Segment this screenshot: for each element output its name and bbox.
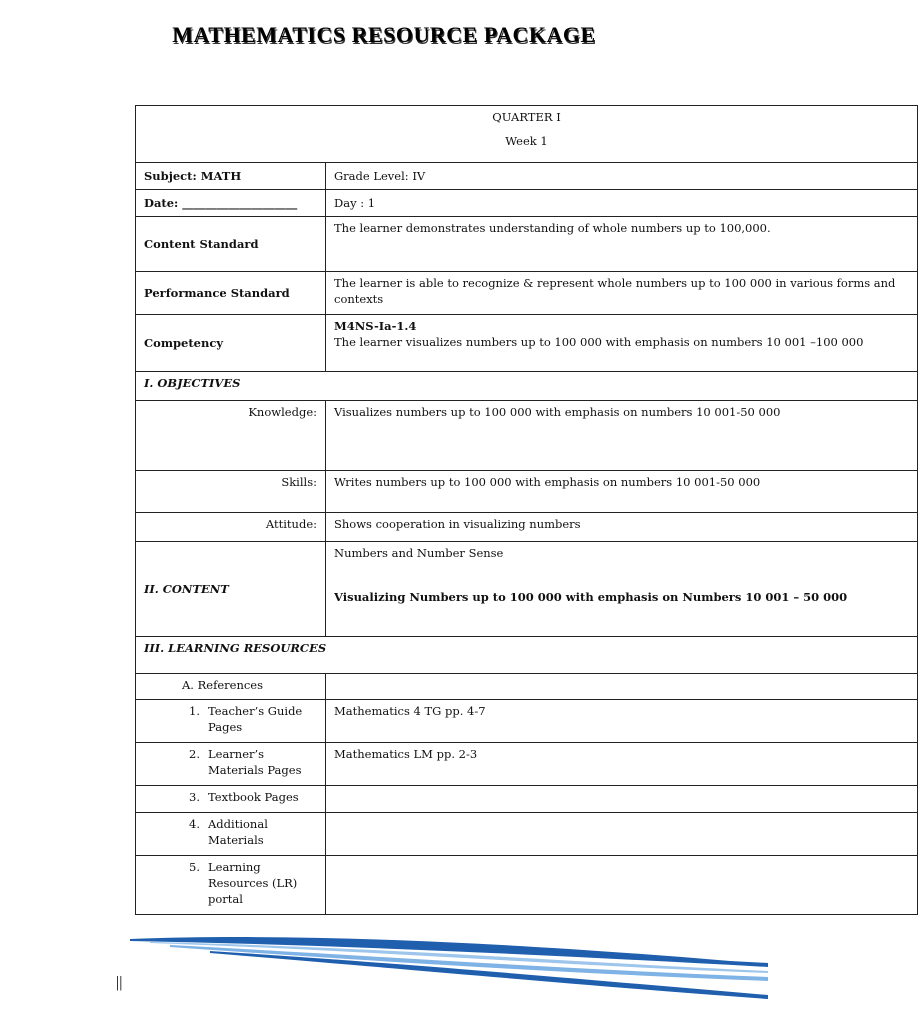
skills-text: Writes numbers up to 100 000 with emphasis on numbers 10 001-50 000: [326, 471, 918, 513]
reference-label-cell: [136, 813, 326, 856]
objectives-heading: I. OBJECTIVES: [136, 372, 918, 401]
knowledge-text: Visualizes numbers up to 100 000 with emphasis on numbers 10 001-50 000: [326, 401, 918, 471]
objectives-heading-row: [136, 372, 918, 401]
reference-number: 5.: [189, 860, 200, 874]
content-standard-label: Content Standard: [136, 217, 326, 272]
content-heading: II. CONTENT: [136, 542, 326, 637]
reference-number: 2.: [189, 747, 200, 761]
reference-number: 4.: [189, 817, 200, 831]
reference-label: Learning Resources (LR) portal: [208, 860, 298, 906]
reference-row-3: [136, 786, 918, 813]
grade-level-cell: Grade Level: IV: [326, 163, 918, 190]
competency-row: [136, 315, 918, 372]
content-cell: [326, 542, 918, 637]
reference-label-cell: [136, 856, 326, 915]
reference-row-4: [136, 813, 918, 856]
reference-label: Teacher’s Guide Pages: [208, 704, 303, 734]
reference-row-1: [136, 700, 918, 743]
reference-value: [326, 856, 918, 915]
content-standard-text: The learner demonstrates understanding of whole numbers up to 100,000.: [326, 217, 918, 272]
skills-row: [136, 471, 918, 513]
competency-cell: [326, 315, 918, 372]
attitude-label: Attitude:: [136, 513, 326, 542]
references-value: [326, 674, 918, 700]
attitude-text: Shows cooperation in visualizing numbers: [326, 513, 918, 542]
reference-label-cell: [136, 786, 326, 813]
quarter-label: QUARTER I: [492, 110, 561, 124]
quarter-week-cell: [136, 106, 918, 163]
reference-value: Mathematics 4 TG pp. 4-7: [326, 700, 918, 743]
reference-row-2: [136, 743, 918, 786]
references-label-cell: [136, 674, 326, 700]
reference-label: Learner’s Materials Pages: [208, 747, 302, 777]
reference-label-cell: [136, 743, 326, 786]
references-row: [136, 674, 918, 700]
reference-value: [326, 813, 918, 856]
competency-text: The learner visualizes numbers up to 100 000 with emphasis on numbers 10 001 –100 000: [334, 335, 864, 349]
footer-swoosh-graphic: [130, 925, 768, 1005]
knowledge-row: [136, 401, 918, 471]
references-label: A. References: [182, 678, 263, 692]
performance-standard-row: [136, 272, 918, 315]
reference-number: 3.: [189, 790, 200, 804]
content-row: [136, 542, 918, 637]
subject-cell: Subject: MATH: [136, 163, 326, 190]
reference-label-cell: [136, 700, 326, 743]
lesson-plan-table: [135, 105, 918, 915]
attitude-row: [136, 513, 918, 542]
knowledge-label: Knowledge:: [136, 401, 326, 471]
reference-value: [326, 786, 918, 813]
header-row: [136, 106, 918, 163]
content-standard-row: [136, 217, 918, 272]
footer-page-mark: ||: [116, 974, 123, 991]
skills-label: Skills:: [136, 471, 326, 513]
competency-code: M4NS-Ia-1.4: [334, 319, 417, 333]
learning-resources-heading-row: [136, 637, 918, 674]
performance-standard-text: The learner is able to recognize & represent whole numbers up to 100 000 in various forms and contexts: [326, 272, 918, 315]
reference-row-5: [136, 856, 918, 915]
date-cell: Date: ____________________: [136, 190, 326, 217]
page-title: MATHEMATICS RESOURCE PACKAGE: [172, 22, 596, 47]
week-label: Week 1: [505, 134, 548, 148]
performance-standard-label: Performance Standard: [136, 272, 326, 315]
reference-value: Mathematics LM pp. 2-3: [326, 743, 918, 786]
learning-resources-heading: III. LEARNING RESOURCES: [136, 637, 918, 674]
subject-row: [136, 163, 918, 190]
reference-number: 1.: [189, 704, 200, 718]
reference-label: Additional Materials: [208, 817, 268, 847]
reference-label: Textbook Pages: [208, 790, 299, 804]
content-lesson: Visualizing Numbers up to 100 000 with emphasis on Numbers 10 001 – 50 000: [334, 590, 848, 604]
content-topic: Numbers and Number Sense: [334, 546, 504, 560]
competency-label: Competency: [136, 315, 326, 372]
date-row: [136, 190, 918, 217]
day-cell: Day : 1: [326, 190, 918, 217]
